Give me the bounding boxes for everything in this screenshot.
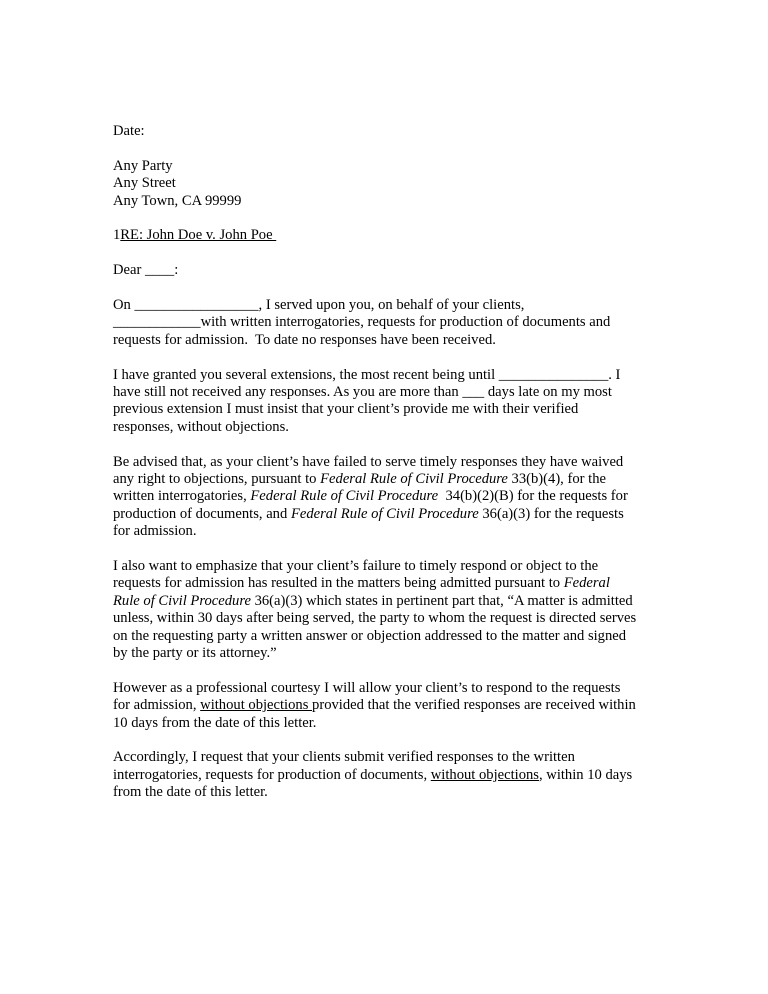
- paragraph-4: [113, 558, 658, 662]
- text-line: I have granted you several extensions, the most recent being until _______________. I: [113, 366, 621, 383]
- recipient-street: Any Street: [113, 175, 176, 192]
- text-line: [113, 488, 658, 505]
- recipient-city: Any Town, CA 99999: [113, 192, 242, 209]
- rule-citation: Federal Rule of Civil Procedure: [320, 471, 508, 488]
- text-line: 10 days from the date of this letter.: [113, 714, 317, 731]
- text-line: [113, 471, 658, 488]
- text-span: , within 10 days: [538, 766, 633, 783]
- text-span: 36(a)(3) for the requests: [478, 505, 624, 522]
- text-line: Be advised that, as your client’s have failed to serve timely responses they have waived: [113, 453, 624, 470]
- rule-citation: Federal: [563, 575, 610, 592]
- text-line: responses, without objections.: [113, 418, 289, 435]
- text-span: written interrogatories,: [113, 488, 251, 505]
- text-span: any right to objections, pursuant to: [113, 471, 321, 488]
- paragraph-6: [113, 749, 658, 801]
- text-line: unless, within 30 days after being served, the party to whom the request is directed serves: [113, 610, 637, 627]
- text-line: from the date of this letter.: [113, 784, 268, 801]
- text-line: [113, 575, 658, 592]
- text-span: 36(a)(3) which states in pertinent part that, “A matter is admitted: [250, 592, 633, 609]
- text-line: ____________with written interrogatories, requests for production of documents and: [113, 314, 611, 331]
- text-line: by the party or its attorney.”: [113, 645, 277, 662]
- letter-body: [113, 123, 658, 802]
- text-line: for admission.: [113, 523, 197, 540]
- text-line: Accordingly, I request that your clients submit verified responses to the written: [113, 749, 575, 766]
- underlined-text: without objections: [430, 766, 539, 783]
- text-line: have still not received any responses. As you are more than ___ days late on my most: [113, 384, 612, 401]
- text-span: 34(b)(2)(B) for the requests for: [438, 488, 628, 505]
- text-line: I also want to emphasize that your client’s failure to timely respond or object to the: [113, 558, 599, 575]
- rule-citation: Federal Rule of Civil Procedure: [250, 488, 439, 505]
- paragraph-5: [113, 680, 658, 732]
- text-span: interrogatories, requests for production of documents,: [113, 766, 431, 783]
- paragraph-2: [113, 367, 658, 437]
- text-line: On _________________, I served upon you, on behalf of your clients,: [113, 297, 525, 313]
- re-text: RE: John Doe v. John Poe: [120, 227, 277, 244]
- re-prefix: 1: [113, 227, 121, 244]
- text-line: [113, 697, 658, 714]
- text-line: requests for admission. To date no responses have been received.: [113, 331, 496, 348]
- recipient-name: Any Party: [113, 157, 173, 174]
- text-span: 33(b)(4), for the: [507, 471, 606, 488]
- text-line: However as a professional courtesy I will allow your client’s to respond to the requests: [113, 679, 621, 696]
- text-span: requests for admission has resulted in the matters being admitted pursuant to: [113, 575, 564, 592]
- paragraph-1: [113, 297, 658, 349]
- text-span: provided that the verified responses are received within: [312, 697, 636, 714]
- re-line: [113, 227, 658, 244]
- text-line: [113, 506, 658, 523]
- date-label: Date:: [113, 123, 145, 139]
- text-line: on the requesting party a written answer or objection addressed to the matter and signed: [113, 627, 627, 644]
- underlined-text: without objections: [200, 697, 313, 714]
- salutation: Dear ____:: [113, 262, 179, 279]
- text-line: [113, 593, 658, 610]
- text-line: previous extension I must insist that your client’s provide me with their verified: [113, 401, 579, 418]
- text-span: production of documents, and: [113, 505, 291, 522]
- rule-citation: Federal Rule of Civil Procedure: [290, 505, 479, 522]
- text-line: [113, 767, 658, 784]
- paragraph-3: [113, 454, 658, 541]
- text-span: for admission,: [113, 697, 201, 714]
- rule-citation: Rule of Civil Procedure: [113, 592, 251, 609]
